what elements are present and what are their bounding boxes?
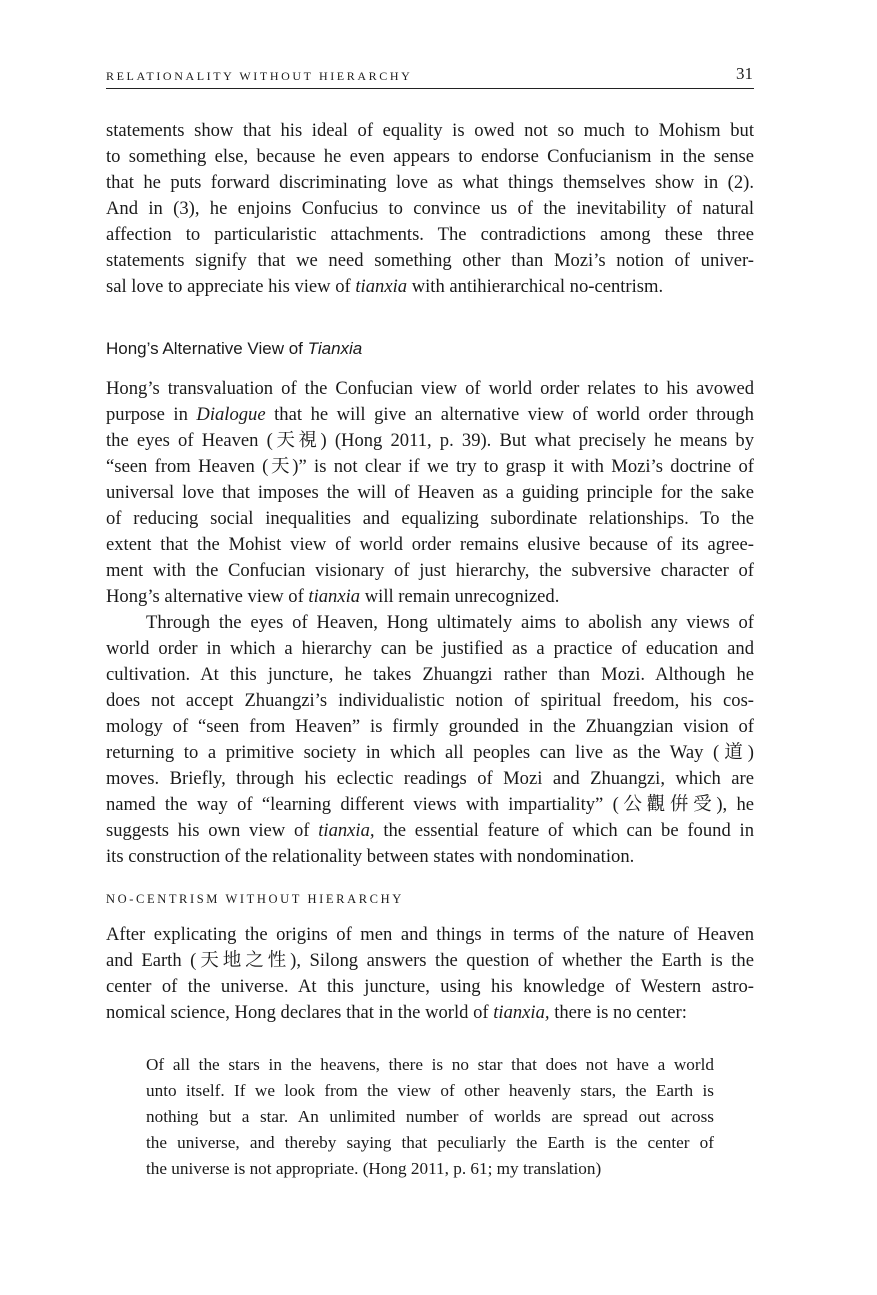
body-text-line: Hong’s transvaluation of the Confucian view of world order relates to his avowed [106,378,754,399]
emphasis: tianxia, [318,820,375,841]
body-text-line: mology of “seen from Heaven” is firmly grounded in the Zhuangzian vision of [106,716,754,737]
body-text-line: world order in which a hierarchy can be justified as a practice of education and [106,638,754,659]
body-text-line: the eyes of Heaven (天視) (Hong 2011, p. 39). But what precisely he means by [106,430,754,451]
body-text-line: After explicating the origins of men and things in terms of the nature of Heaven [106,924,754,945]
running-head-title: RELATIONALITY WITHOUT HIERARCHY [106,69,413,83]
body-text-line: ment with the Confucian visionary of just hierarchy, the subversive character of [106,560,754,581]
section-heading: Hong’s Alternative View of Tianxia [106,339,363,358]
body-text-line: affection to particularistic attachments. The contradictions among these three [106,224,754,245]
body-text-line: does not accept Zhuangzi’s individualistic notion of spiritual freedom, his cos- [106,690,754,711]
block-quote-line: the universe, and thereby saying that peculiarly the Earth is the center of [146,1133,714,1152]
body-text-line: named the way of “learning different views with impartiality” (公觀倂受), he [106,794,754,815]
body-text-line: Hong’s alternative view of tianxia will remain unrecognized. [106,586,560,607]
body-text-line: and Earth (天地之性), Silong answers the question of whether the Earth is the [106,950,754,971]
body-text-line: And in (3), he enjoins Confucius to convince us of the inevitability of natural [106,198,754,219]
body-text-line: to something else, because he even appears to endorse Confucianism in the sense [106,146,754,167]
block-quote-line: the universe is not appropriate. (Hong 2011, p. 61; my translation) [146,1159,602,1178]
body-text-line: statements show that his ideal of equality is owed not so much to Mohism but [106,120,754,141]
body-text-line: center of the universe. At this juncture, using his knowledge of Western astro- [106,976,754,997]
emphasis: tianxia [308,586,361,607]
block-quote-line: nothing but a star. An unlimited number of worlds are spread out across [146,1107,714,1126]
body-text-line: universal love that imposes the will of Heaven as a guiding principle for the sake [106,482,754,503]
body-text-line: extent that the Mohist view of world order remains elusive because of its agree- [106,534,754,555]
body-text-line: “seen from Heaven (天)” is not clear if we try to grasp it with Mozi’s doctrine of [106,456,754,477]
body-text-line: cultivation. At this juncture, he takes Zhuangzi rather than Mozi. Although he [106,664,754,685]
body-text-line: Through the eyes of Heaven, Hong ultimately aims to abolish any views of [146,612,754,633]
body-text-line: moves. Briefly, through his eclectic readings of Mozi and Zhuangzi, which are [106,768,754,789]
body-text-line: suggests his own view of tianxia, the essential feature of which can be found in [106,820,754,841]
page-number: 31 [736,64,753,83]
emphasis: Tianxia [307,339,363,358]
subsection-heading: NO-CENTRISM WITHOUT HIERARCHY [106,892,404,906]
body-text-line: that he puts forward discriminating love as what things themselves show in (2). [106,172,754,193]
emphasis: Dialogue [196,404,266,425]
body-text-line: statements signify that we need something other than Mozi’s notion of univer- [106,250,754,271]
body-text-line: sal love to appreciate his view of tianxia with antihierarchical no-centrism. [106,276,664,297]
body-text-line: returning to a primitive society in which all peoples can live as the Way (道) [106,742,754,763]
block-quote-line: Of all the stars in the heavens, there is no star that does not have a world [146,1055,714,1074]
body-text-line: purpose in Dialogue that he will give an alternative view of world order through [106,404,754,425]
block-quote-line: unto itself. If we look from the view of other heavenly stars, the Earth is [146,1081,714,1100]
running-header [106,64,754,89]
body-text-line: of reducing social inequalities and equalizing subordinate relationships. To the [106,508,754,529]
emphasis: tianxia, [493,1002,550,1023]
emphasis: tianxia [355,276,408,297]
body-text-line: nomical science, Hong declares that in the world of tianxia, there is no center: [106,1002,687,1023]
body-text-line: its construction of the relationality between states with nondomination. [106,846,635,867]
